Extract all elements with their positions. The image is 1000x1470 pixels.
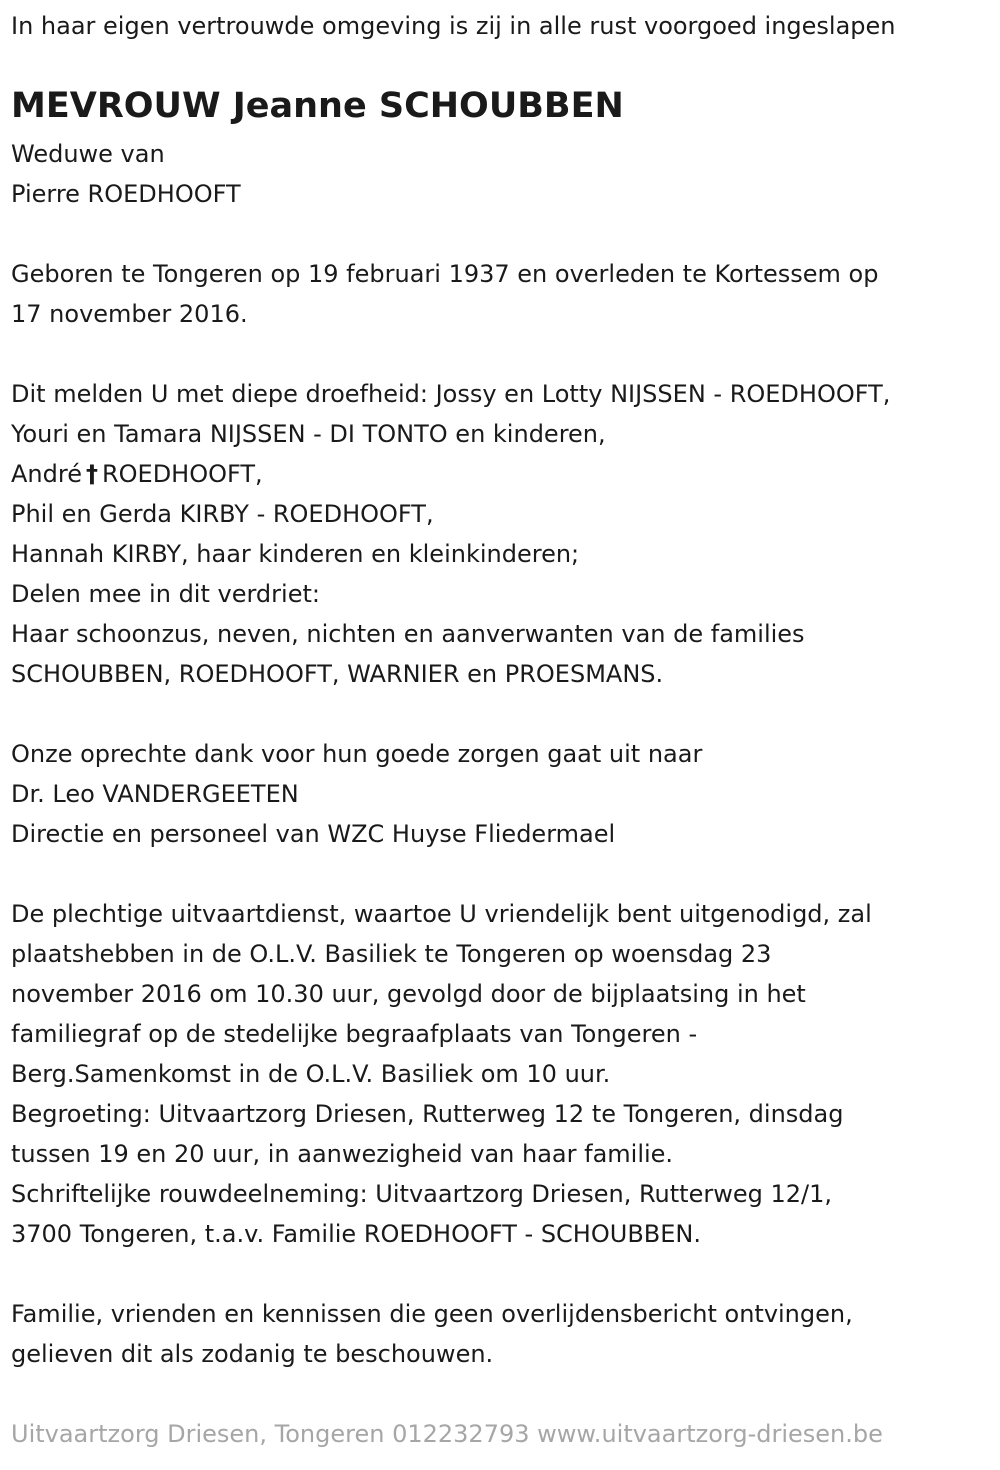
thanks-line: Dr. Leo VANDERGEETEN (11, 780, 299, 808)
birth-death-line: 17 november 2016. (11, 300, 248, 328)
announcement-line: Phil en Gerda KIRBY - ROEDHOOFT, (11, 500, 434, 528)
closing-block (11, 1294, 853, 1374)
cross-icon: † (85, 460, 98, 488)
funeral-line: november 2016 om 10.30 uur, gevolgd door de bijplaatsing in het (11, 980, 806, 1008)
widow-block (11, 134, 241, 214)
andre-first-name: André (11, 460, 82, 488)
announcement-line: Delen mee in dit verdriet: (11, 580, 320, 608)
funeral-line: Schriftelijke rouwdeelneming: Uitvaartzorg Driesen, Rutterweg 12/1, (11, 1180, 832, 1208)
thanks-line: Onze oprechte dank voor hun goede zorgen gaat uit naar (11, 740, 703, 768)
deceased-name: MEVROUW Jeanne SCHOUBBEN (11, 86, 624, 126)
widow-label: Weduwe van (11, 140, 165, 168)
family-announcement-block (11, 374, 890, 694)
announcement-line: Dit melden U met diepe droefheid: Jossy en Lotty NIJSSEN - ROEDHOOFT, (11, 380, 891, 408)
birth-death-block (11, 254, 878, 334)
funeral-line: De plechtige uitvaartdienst, waartoe U vriendelijk bent uitgenodigd, zal (11, 900, 872, 928)
announcement-line-andre (11, 454, 890, 494)
announcement-line: Youri en Tamara NIJSSEN - DI TONTO en kinderen, (11, 420, 606, 448)
funeral-line: plaatshebben in de O.L.V. Basiliek te Tongeren op woensdag 23 (11, 940, 772, 968)
funeral-line: Begroeting: Uitvaartzorg Driesen, Rutterweg 12 te Tongeren, dinsdag (11, 1100, 844, 1128)
thanks-line: Directie en personeel van WZC Huyse Fliedermael (11, 820, 616, 848)
announcement-line: Hannah KIRBY, haar kinderen en kleinkinderen; (11, 540, 580, 568)
funeral-home-footer: Uitvaartzorg Driesen, Tongeren 012232793 www.uitvaartzorg-driesen.be (11, 1420, 883, 1448)
closing-line: Familie, vrienden en kennissen die geen overlijdensbericht ontvingen, (11, 1300, 853, 1328)
funeral-line: Berg.Samenkomst in de O.L.V. Basiliek om 10 uur. (11, 1060, 611, 1088)
funeral-line: familiegraf op de stedelijke begraafplaats van Tongeren - (11, 1020, 698, 1048)
intro-text: In haar eigen vertrouwde omgeving is zij in alle rust voorgoed ingeslapen (11, 12, 896, 40)
birth-death-line: Geboren te Tongeren op 19 februari 1937 en overleden te Kortessem op (11, 260, 879, 288)
announcement-line: SCHOUBBEN, ROEDHOOFT, WARNIER en PROESMANS. (11, 660, 664, 688)
spouse-name: Pierre ROEDHOOFT (11, 180, 241, 208)
funeral-block (11, 894, 872, 1254)
closing-line: gelieven dit als zodanig te beschouwen. (11, 1340, 494, 1368)
announcement-line: Haar schoonzus, neven, nichten en aanverwanten van de families (11, 620, 805, 648)
andre-last-name: ROEDHOOFT, (101, 460, 263, 488)
funeral-line: tussen 19 en 20 uur, in aanwezigheid van haar familie. (11, 1140, 674, 1168)
funeral-line: 3700 Tongeren, t.a.v. Familie ROEDHOOFT - SCHOUBBEN. (11, 1220, 701, 1248)
thanks-block (11, 734, 702, 854)
